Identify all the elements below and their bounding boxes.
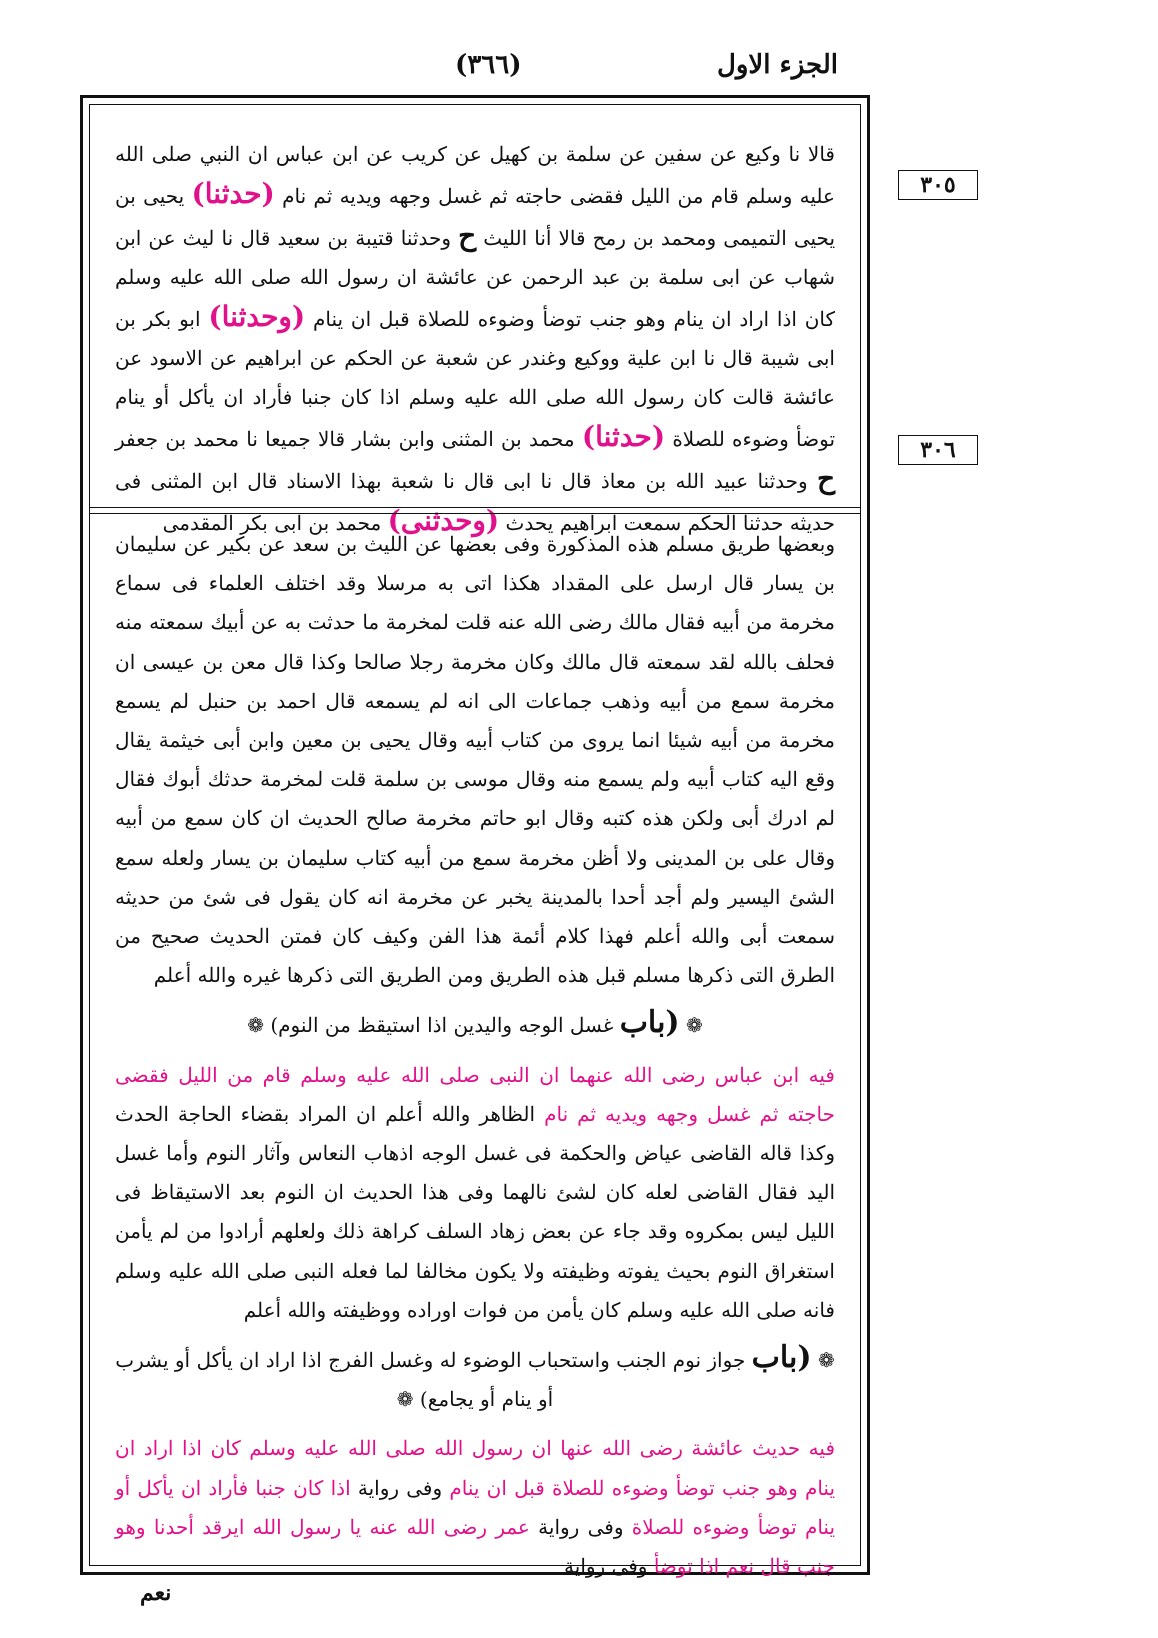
quoted-hadith: عائشة رضى الله عنها ان رسول الله صلى الله عليه وسلم كان اذا اراد ان ينام وهو جنب توضأ وضوءه للصلاة قبل ان ينام	[115, 1436, 836, 1500]
part-label: الجزء الاول	[716, 50, 838, 80]
quoted-hadith: اذا كان جنبا فأراد ان يأكل أو ينام توضأ وضوءه للصلاة	[115, 1475, 836, 1539]
hadith-text-e: محمد بن المثنى وابن بشار قالا جميعا نا محمد بن جعفر	[115, 427, 575, 451]
page-frame	[80, 95, 870, 1579]
chapter-label: (باب	[619, 1005, 680, 1041]
commentary-connector: وفى رواية	[538, 1514, 624, 1539]
hadith-text-f: وحدثنا عبيد الله بن معاذ قال نا ابى قال نا شعبة بهذا الاسناد قال ابن المثنى فى حديثه حدثنا الحكم سمعت ابراهيم يحدث	[115, 469, 835, 535]
ornament-icon: ❁	[396, 1387, 414, 1412]
commentary-paragraph-2	[115, 1056, 835, 1330]
hadith-text-box	[90, 105, 860, 537]
quoted-hadith: عمر رضى الله عنه يا رسول الله ايرقد أحدنا وهو جنب قال نعم اذا توضأ	[115, 1514, 835, 1579]
chapter-heading-2	[115, 1338, 835, 1419]
commentary-paragraph-3	[115, 1429, 835, 1586]
commentary-intro: فيه حديث	[752, 1436, 836, 1461]
ornament-icon: ❁	[817, 1348, 835, 1373]
hadith-text-d: ابو بكر بن ابى شيبة قال نا ابن علية ووكيع وغندر عن شعبة عن الحكم عن ابراهيم عن الاسود عن عائشة قالت كان رسول الله صلى الله عليه وسلم اذا كان جنبا فأراد ان يأكل أو ينام توضأ وضوءه للصلاة	[115, 307, 836, 451]
chapter-label: (باب	[751, 1340, 812, 1376]
chapter-title: جواز نوم الجنب واستحباب الوضوء له وغسل الفرج اذا اراد ان يأكل أو يشرب أو ينام أو يجامع)	[115, 1348, 746, 1412]
page-number: (٣٦٦)	[455, 50, 522, 80]
section-divider	[90, 513, 860, 514]
hadith-text-c: وحدثنا قتيبة بن سعيد قال نا ليث عن ابن شهاب عن ابى سلمة بن عبد الرحمن عن عائشة ان رسول الله صلى الله عليه وسلم كان اذا اراد ان ينام وهو جنب توضأ وضوءه للصلاة قبل ان ينام	[115, 226, 836, 331]
hadith-text-a: قالا نا وكيع عن سفين عن سلمة بن كهيل عن كريب عن ابن عباس ان النبي صلى الله عليه وسلم قام من الليل فقضى حاجته ثم غسل وجهه ويديه ثم نام	[115, 142, 835, 208]
chapter-heading-1	[115, 1003, 835, 1045]
hadith-number-306: ٣٠٦	[898, 435, 978, 465]
haddathana-marker-3: (حدثنا)	[581, 420, 666, 453]
hadith-text-g: محمد بن ابى بكر المقدمى	[162, 511, 382, 535]
hadith-text	[115, 135, 835, 543]
tahwil-marker-1: ح	[458, 219, 477, 252]
hadith-text-b: يحيى بن يحيى التميمى ومحمد بن رمح قالا أنا الليث	[115, 184, 836, 250]
commentary-connector: وفى رواية	[564, 1554, 648, 1579]
commentary-paragraph-1: وبعضها طريق مسلم هذه المذكورة وفى بعضها عن الليث بن سعد عن بكير عن سليمان بن يسار قال ارسل على المقداد هكذا اتى به مرسلا وقد اختلف العلماء فى سماع مخرمة من أبيه فقال مالك رضى الله عنه قلت لمخرمة ما حدثت به عن أبيك سمعته منه فحلف بالله لقد سمعته قال مالك وكان مخرمة رجلا صالحا وكذا قال معن بن عيسى ان مخرمة سمع من أبيه وذهب جماعات الى انه لم يسمعه قال احمد بن حنبل لم يسمع مخرمة من أبيه شيئا انما يروى من كتاب أبيه وقال يحيى بن معين وابن أبى خيثمة يقال وقع اليه كتاب أبيه ولم يسمع منه وقال موسى بن سلمة قلت لمخرمة حدثك أبوك فقال لم ادرك أبى ولكن هذه كتبه وقال ابو حاتم مخرمة صالح الحديث ان كان سمع من أبيه وقال على بن المدينى ولا أظن مخرمة سمع من أبيه كتاب سليمان بن يسار ولعله سمع الشئ اليسير ولم أجد أحدا بالمدينة يخبر عن مخرمة انه كان يقول فى شئ من حديثه سمعت أبى والله أعلم فهذا كلام أئمة هذا الفن وكيف كان فمتن الحديث صحيح من الطرق التى ذكرها مسلم قبل هذه الطريق ومن الطريق التى ذكرها غيره والله أعلم	[115, 532, 835, 988]
ornament-icon: ❁	[247, 1013, 265, 1038]
haddathana-marker-1: (حدثنا)	[191, 177, 275, 210]
ornament-icon: ❁	[685, 1013, 703, 1038]
catchword: نعم	[140, 1580, 172, 1606]
chapter-title: غسل الوجه واليدين اذا استيقظ من النوم)	[270, 1013, 614, 1038]
commentary-text	[115, 525, 835, 1586]
page-frame-inner	[89, 104, 861, 1579]
quoted-hadith: فيه ابن عباس رضى الله عنهما ان النبى صلى الله عليه وسلم قام من الليل فقضى حاجته ثم غسل وجهه ويديه ثم نام	[115, 1062, 836, 1126]
commentary-connector: وفى رواية	[357, 1475, 443, 1500]
commentary-body: الظاهر والله أعلم ان المراد بقضاء الحاجة الحدث وكذا قاله القاضى عياض والحكمة فى غسل الوجه اذهاب النعاس وآثار النوم وأما غسل اليد فقال القاضى لعله كان لشئ نالهما وفى هذا الحديث ان النوم بعد الاستيقاظ فى الليل ليس بمكروه وقد جاء عن بعض زهاد السلف كراهة ذلك ولعلهم أرادوا من لم يأمن استغراق النوم بحيث يفوته وظيفته ولا يكون مخالفا لما فعله النبى صلى الله عليه وسلم فانه صلى الله عليه وسلم كان يأمن من فوات اوراده ووظيفته والله أعلم	[115, 1101, 836, 1322]
tahwil-marker-2: ح	[816, 462, 836, 495]
haddathani-marker: (وحدثنى)	[387, 504, 500, 537]
haddathana-marker-2: (وحدثنا)	[208, 300, 306, 333]
hadith-number-305: ٣٠٥	[898, 170, 978, 200]
